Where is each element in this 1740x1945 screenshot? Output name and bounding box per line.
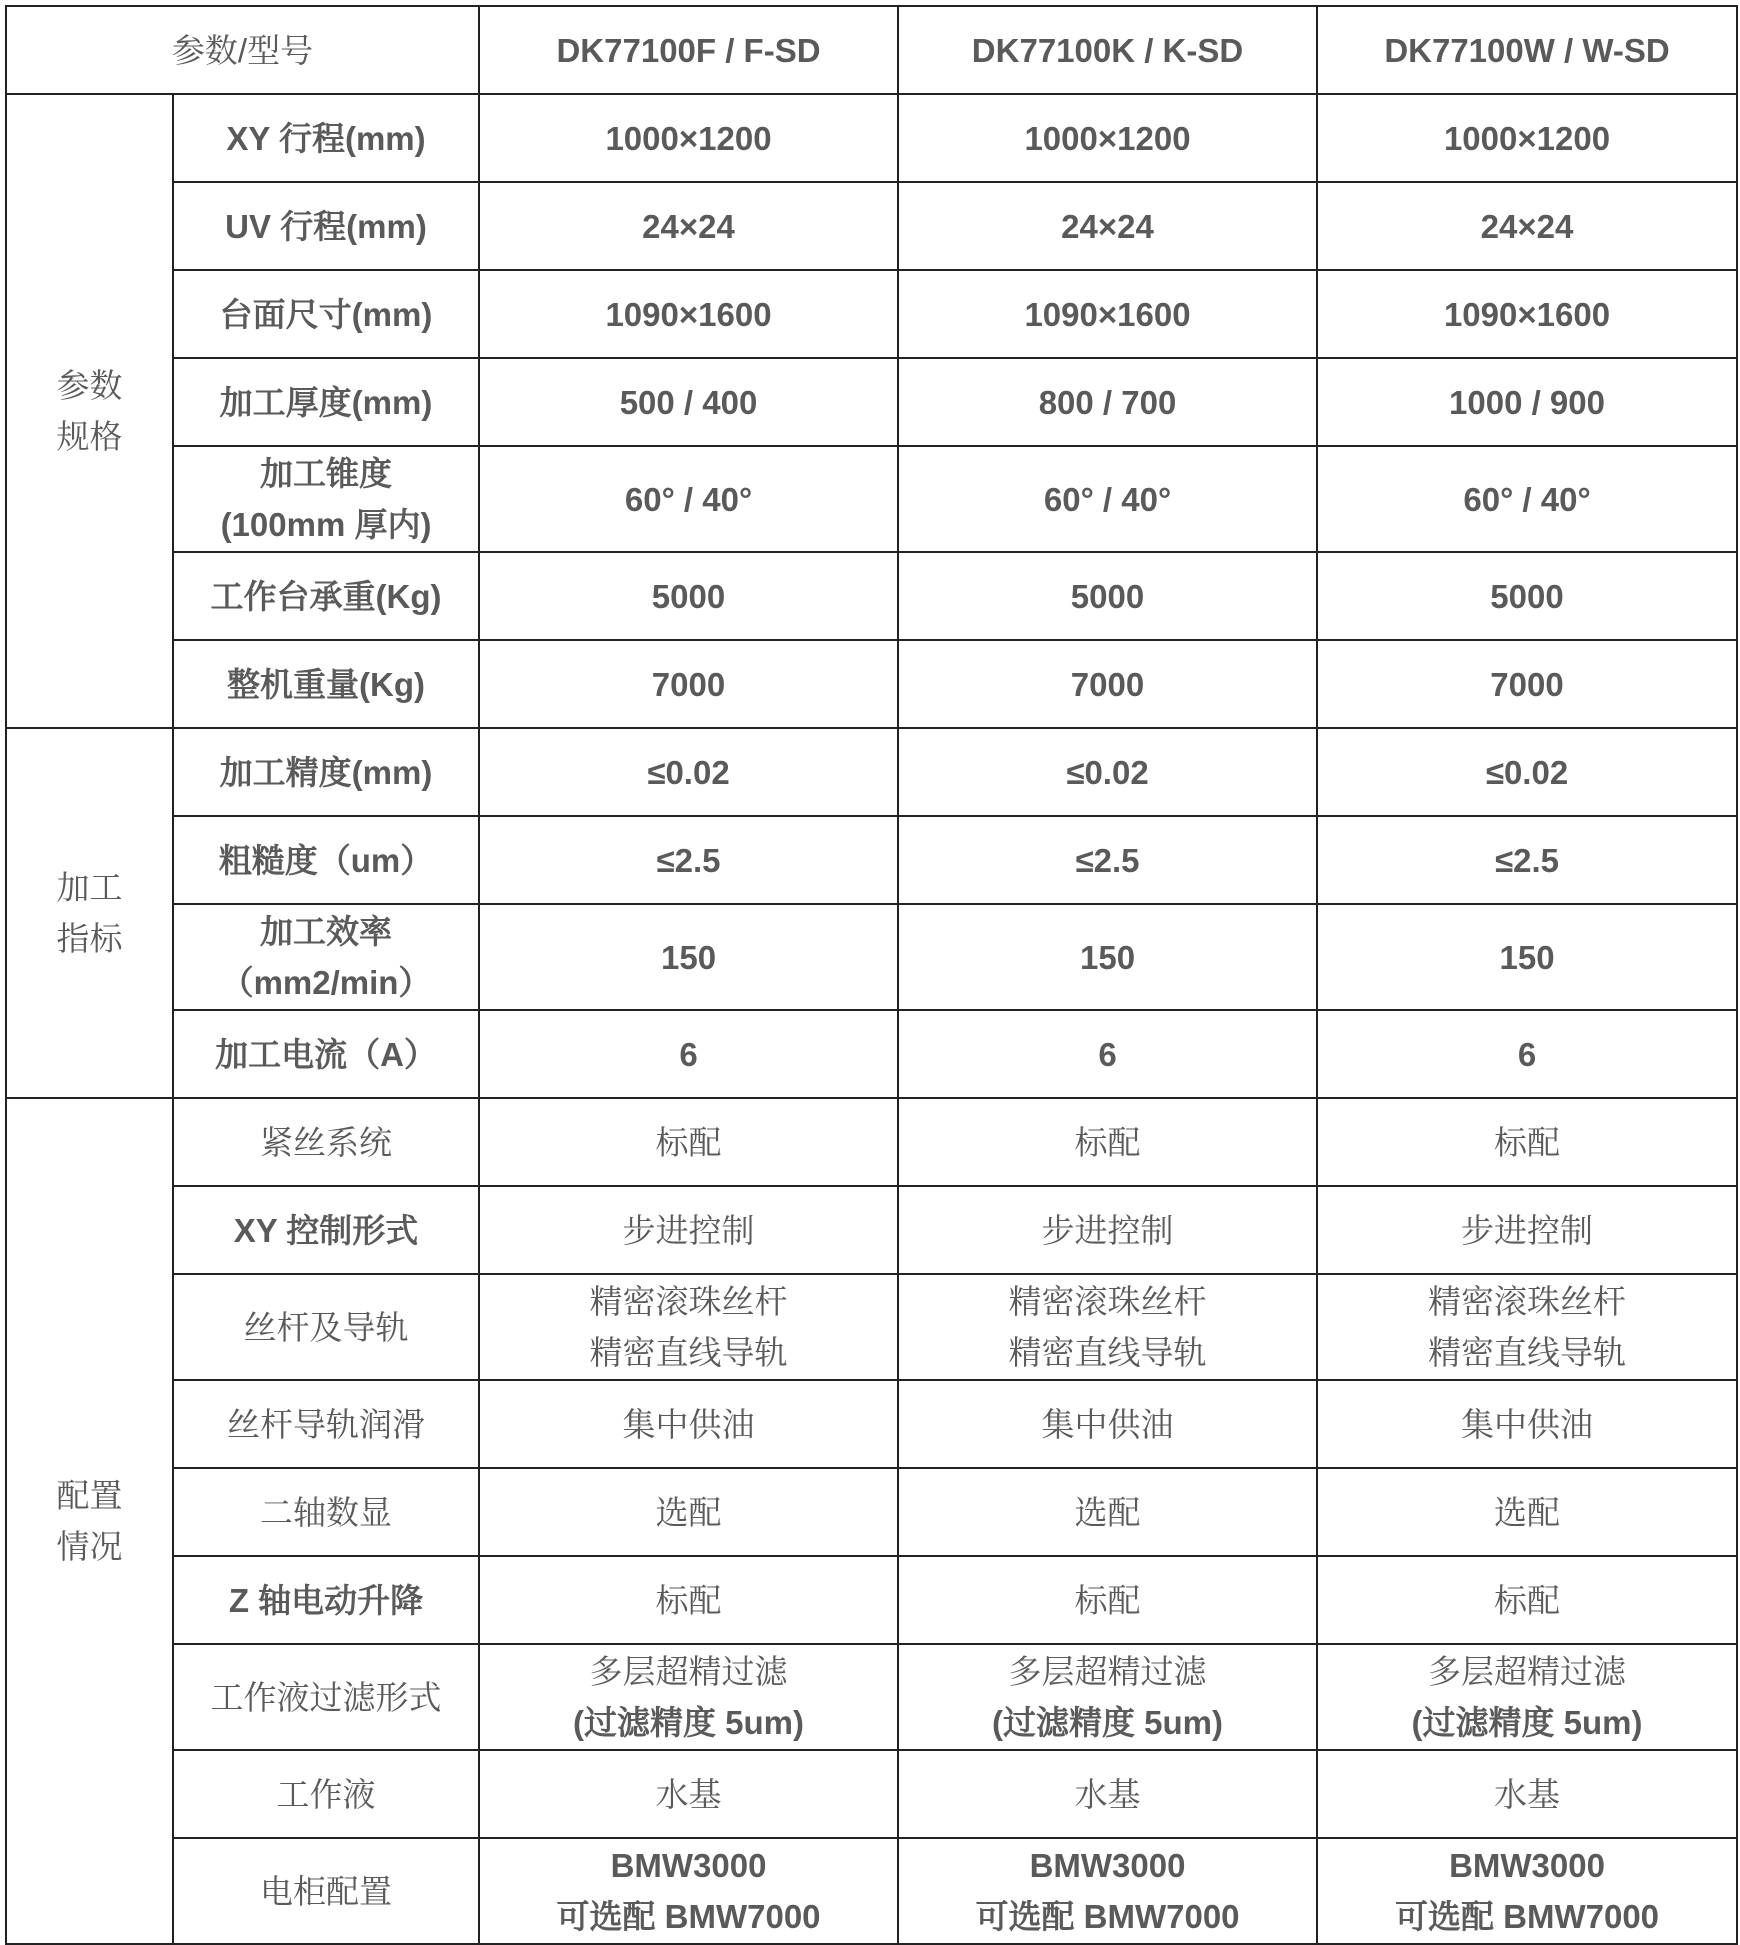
value-cell: ≤2.5 <box>898 816 1317 904</box>
model-header-f: DK77100F / F-SD <box>479 6 898 94</box>
value-cell: 6 <box>1317 1010 1737 1098</box>
table-row <box>6 182 1737 270</box>
row-label: 工作液过滤形式 <box>173 1644 479 1750</box>
value-cell: 精密滚珠丝杆 精密直线导轨 <box>898 1274 1317 1380</box>
value-cell: 24×24 <box>898 182 1317 270</box>
row-label: 加工效率 （mm2/min） <box>173 904 479 1010</box>
group-label-spec: 参数 规格 <box>6 94 173 728</box>
group-label-machining: 加工 指标 <box>6 728 173 1098</box>
value-cell: ≤0.02 <box>898 728 1317 816</box>
value-cell: ≤2.5 <box>1317 816 1737 904</box>
param-model-header: 参数/型号 <box>6 6 479 94</box>
value-cell: 步进控制 <box>1317 1186 1737 1274</box>
spec-table <box>5 5 1738 1945</box>
value-cell: 1090×1600 <box>1317 270 1737 358</box>
row-label: 二轴数显 <box>173 1468 479 1556</box>
value-cell: 多层超精过滤 (过滤精度 5um) <box>898 1644 1317 1750</box>
table-row <box>6 270 1737 358</box>
value-cell: 集中供油 <box>898 1380 1317 1468</box>
model-header-k: DK77100K / K-SD <box>898 6 1317 94</box>
table-row <box>6 1380 1737 1468</box>
value-cell: 1000×1200 <box>1317 94 1737 182</box>
group-label-config: 配置 情况 <box>6 1098 173 1944</box>
table-row <box>6 1750 1737 1838</box>
value-cell: 60° / 40° <box>898 446 1317 552</box>
value-cell: 5000 <box>479 552 898 640</box>
row-label: 加工厚度(mm) <box>173 358 479 446</box>
table-row <box>6 1010 1737 1098</box>
value-cell: 标配 <box>898 1556 1317 1644</box>
value-cell: BMW3000 可选配 BMW7000 <box>898 1838 1317 1944</box>
value-cell: 7000 <box>898 640 1317 728</box>
value-cell: 选配 <box>479 1468 898 1556</box>
table-row <box>6 1186 1737 1274</box>
row-label: 加工精度(mm) <box>173 728 479 816</box>
row-label: 工作台承重(Kg) <box>173 552 479 640</box>
table-row <box>6 904 1737 1010</box>
table-row <box>6 1468 1737 1556</box>
value-cell: 1000×1200 <box>479 94 898 182</box>
table-row <box>6 446 1737 552</box>
value-cell: 500 / 400 <box>479 358 898 446</box>
value-cell: 1000×1200 <box>898 94 1317 182</box>
row-label: 电柜配置 <box>173 1838 479 1944</box>
model-header-w: DK77100W / W-SD <box>1317 6 1737 94</box>
value-cell: 水基 <box>479 1750 898 1838</box>
row-label: 紧丝系统 <box>173 1098 479 1186</box>
value-cell: 6 <box>479 1010 898 1098</box>
value-cell: 精密滚珠丝杆 精密直线导轨 <box>1317 1274 1737 1380</box>
row-label: 台面尺寸(mm) <box>173 270 479 358</box>
value-cell: 精密滚珠丝杆 精密直线导轨 <box>479 1274 898 1380</box>
value-cell: 标配 <box>1317 1556 1737 1644</box>
value-cell: 7000 <box>479 640 898 728</box>
row-label: Z 轴电动升降 <box>173 1556 479 1644</box>
table-row <box>6 1098 1737 1186</box>
row-label: 工作液 <box>173 1750 479 1838</box>
value-cell: 1000 / 900 <box>1317 358 1737 446</box>
row-label: XY 行程(mm) <box>173 94 479 182</box>
table-row <box>6 552 1737 640</box>
value-cell: 步进控制 <box>479 1186 898 1274</box>
value-cell: ≤0.02 <box>479 728 898 816</box>
value-cell: 标配 <box>898 1098 1317 1186</box>
value-cell: 集中供油 <box>479 1380 898 1468</box>
value-cell: 150 <box>898 904 1317 1010</box>
header-row <box>6 6 1737 94</box>
row-label: UV 行程(mm) <box>173 182 479 270</box>
row-label: 加工锥度 (100mm 厚内) <box>173 446 479 552</box>
value-cell: 选配 <box>898 1468 1317 1556</box>
value-cell: 24×24 <box>479 182 898 270</box>
table-row <box>6 358 1737 446</box>
value-cell: ≤0.02 <box>1317 728 1737 816</box>
row-label: 粗糙度（um） <box>173 816 479 904</box>
value-cell: 水基 <box>1317 1750 1737 1838</box>
value-cell: 7000 <box>1317 640 1737 728</box>
table-row <box>6 728 1737 816</box>
value-cell: 150 <box>1317 904 1737 1010</box>
row-label: XY 控制形式 <box>173 1186 479 1274</box>
value-cell: 标配 <box>479 1098 898 1186</box>
row-label: 加工电流（A） <box>173 1010 479 1098</box>
row-label: 丝杆及导轨 <box>173 1274 479 1380</box>
table-row <box>6 640 1737 728</box>
value-cell: 5000 <box>1317 552 1737 640</box>
value-cell: 1090×1600 <box>898 270 1317 358</box>
value-cell: ≤2.5 <box>479 816 898 904</box>
value-cell: 水基 <box>898 1750 1317 1838</box>
row-label: 丝杆导轨润滑 <box>173 1380 479 1468</box>
table-row <box>6 1644 1737 1750</box>
value-cell: BMW3000 可选配 BMW7000 <box>1317 1838 1737 1944</box>
table-row <box>6 1838 1737 1944</box>
table-row <box>6 94 1737 182</box>
table-row <box>6 816 1737 904</box>
value-cell: 150 <box>479 904 898 1010</box>
row-label: 整机重量(Kg) <box>173 640 479 728</box>
value-cell: 800 / 700 <box>898 358 1317 446</box>
value-cell: 5000 <box>898 552 1317 640</box>
value-cell: 标配 <box>479 1556 898 1644</box>
value-cell: 1090×1600 <box>479 270 898 358</box>
value-cell: 选配 <box>1317 1468 1737 1556</box>
value-cell: 24×24 <box>1317 182 1737 270</box>
value-cell: BMW3000 可选配 BMW7000 <box>479 1838 898 1944</box>
value-cell: 集中供油 <box>1317 1380 1737 1468</box>
value-cell: 步进控制 <box>898 1186 1317 1274</box>
table-row <box>6 1274 1737 1380</box>
table-row <box>6 1556 1737 1644</box>
value-cell: 标配 <box>1317 1098 1737 1186</box>
value-cell: 多层超精过滤 (过滤精度 5um) <box>479 1644 898 1750</box>
value-cell: 60° / 40° <box>1317 446 1737 552</box>
value-cell: 多层超精过滤 (过滤精度 5um) <box>1317 1644 1737 1750</box>
value-cell: 6 <box>898 1010 1317 1098</box>
value-cell: 60° / 40° <box>479 446 898 552</box>
